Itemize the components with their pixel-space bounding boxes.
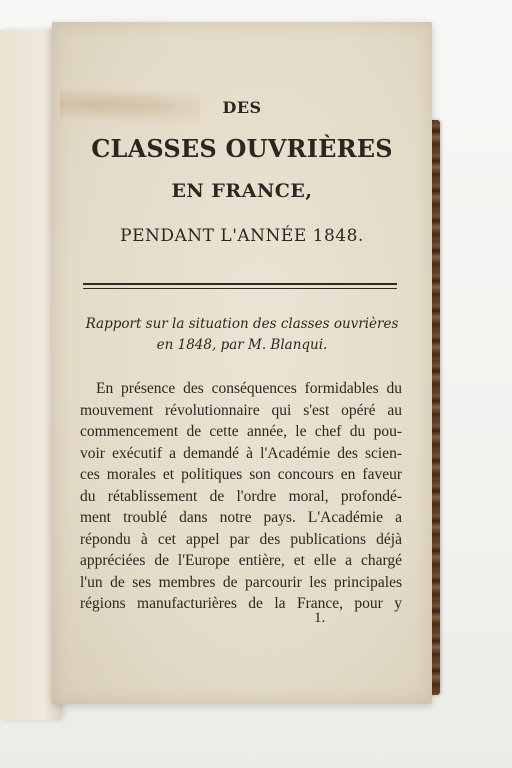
body-line: commencement de cette année, le chef du pou-	[80, 423, 402, 440]
book-page	[52, 22, 432, 704]
body-line: mouvement révolutionnaire qui s'est opéré au	[80, 401, 402, 419]
title-line-des: DES	[222, 98, 262, 117]
body-line: appréciées de l'Europe entière, et elle a chargé	[80, 552, 402, 569]
body-line: voir exécutif a demandé à l'Académie des scien-	[80, 444, 402, 462]
body-line: ces morales et politiques son concours en faveur	[80, 466, 402, 483]
body-line: ment troublé dans notre pays. L'Académie a	[80, 509, 402, 526]
body-line: En présence des conséquences formidables du	[96, 380, 402, 397]
body-line: l'un de ses membres de parcourir les principales	[80, 573, 402, 591]
body-line: régions manufacturières de la France, pour y	[80, 595, 402, 612]
thin-rule	[83, 288, 397, 289]
title-line-year: PENDANT L'ANNÉE 1848.	[120, 226, 364, 246]
body-line: répondu à cet appel par des publications déjà	[80, 530, 402, 548]
subtitle-line-1: Rapport sur la situation des classes ouvrières	[85, 316, 399, 332]
subtitle-line-2: en 1848, par M. Blanqui.	[156, 337, 328, 353]
title-line-classes: CLASSES OUVRIÈRES	[91, 134, 393, 163]
page-number: 1.	[314, 610, 326, 626]
thick-rule	[83, 283, 397, 285]
title-line-france: EN FRANCE,	[171, 180, 313, 202]
body-paragraph	[80, 378, 402, 615]
report-subtitle	[72, 314, 412, 356]
body-line: du rétablissement de l'ordre moral, profondé-	[80, 487, 402, 505]
